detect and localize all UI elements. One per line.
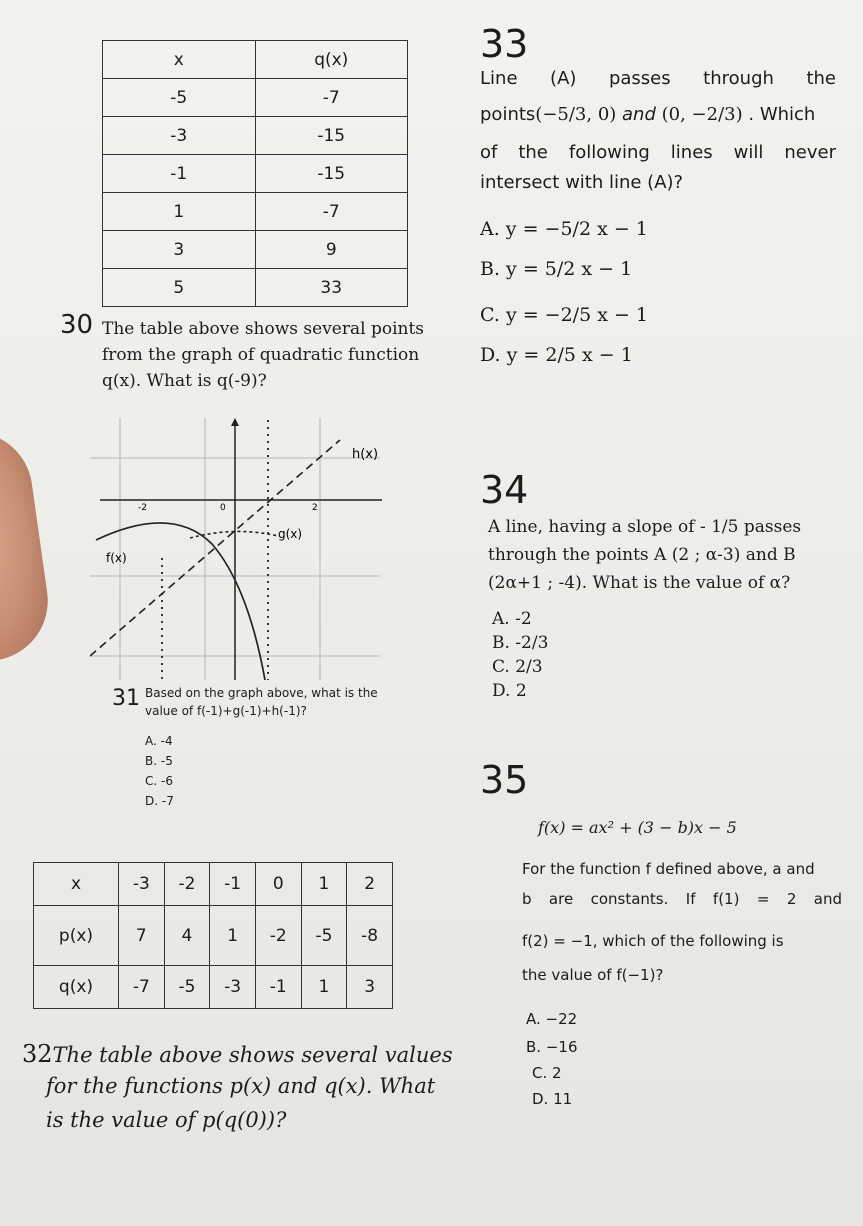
table-cell: -15: [255, 155, 408, 193]
q35-line3: f(2) = −1, which of the following is: [522, 932, 784, 950]
q35-choice-d[interactable]: D. 11: [532, 1090, 573, 1108]
table-cell: 1: [103, 193, 256, 231]
table-cell: q(x): [34, 966, 119, 1009]
q32-line3: is the value of p(q(0))?: [46, 1108, 287, 1132]
table-cell: -5: [103, 79, 256, 117]
table-cell: 1: [301, 863, 347, 906]
table-row: [103, 231, 408, 269]
table-cell: -5: [301, 906, 347, 966]
table-cell: 5: [103, 269, 256, 307]
table-cell: 2: [347, 863, 393, 906]
table-cell: 4: [164, 906, 210, 966]
table-cell: 7: [118, 906, 164, 966]
table-cell: 9: [255, 231, 408, 269]
q33-point2: (0, −2/3): [661, 104, 743, 125]
table-cell: 3: [103, 231, 256, 269]
tick-label: 2: [312, 503, 318, 513]
q34-line3: (2α+1 ; -4). What is the value of α?: [488, 573, 791, 593]
table-cell: -7: [255, 79, 408, 117]
q34-line2: through the points A (2 ; α-3) and B: [488, 545, 796, 565]
q33-line2: [480, 102, 815, 128]
table-row: [103, 269, 408, 307]
table-cell: 33: [255, 269, 408, 307]
q35-function: f(x) = ax² + (3 − b)x − 5: [538, 818, 737, 837]
table-cell: 1: [301, 966, 347, 1009]
q33-line4: intersect with line (A)?: [480, 172, 684, 193]
q35-choice-b[interactable]: B. −16: [526, 1038, 578, 1056]
tick-label: 0: [220, 503, 226, 513]
q33-choice-a[interactable]: A. y = −5/2 x − 1: [480, 218, 648, 240]
f-label: f(x): [106, 551, 127, 565]
q31-choice-d[interactable]: D. -7: [145, 794, 174, 808]
q31-line1: Based on the graph above, what is the: [145, 686, 378, 700]
q35-line1: For the function f defined above, a and: [522, 860, 815, 878]
table-cell: -7: [118, 966, 164, 1009]
table-cell: -1: [210, 863, 256, 906]
q33-point1: (−5/3, 0): [535, 104, 617, 125]
table-cell: p(x): [34, 906, 119, 966]
table-cell: -1: [103, 155, 256, 193]
q33-number: 33: [480, 22, 529, 66]
y-axis-arrow-icon: [231, 418, 239, 426]
q32-line1: The table above shows several values: [52, 1043, 453, 1067]
table-row: [103, 193, 408, 231]
q33-points-word: points: [480, 104, 536, 125]
q33-line3: of the following lines will never: [480, 142, 836, 163]
g-label: g(x): [278, 527, 303, 541]
table-cell: -8: [347, 906, 393, 966]
q35-choice-c[interactable]: C. 2: [532, 1064, 562, 1082]
q30-header-x: x: [103, 41, 256, 79]
table-row: [103, 79, 408, 117]
table-cell: -2: [164, 863, 210, 906]
table-cell: -3: [103, 117, 256, 155]
q32-line2: for the functions p(x) and q(x). What: [46, 1074, 436, 1098]
q34-choice-d[interactable]: D. 2: [492, 681, 527, 701]
table-cell: -3: [118, 863, 164, 906]
q33-choice-b[interactable]: B. y = 5/2 x − 1: [480, 258, 633, 280]
table-row: [103, 117, 408, 155]
q30-line1: The table above shows several points: [102, 319, 425, 339]
q33-and: and: [622, 104, 656, 125]
q31-choice-c[interactable]: C. -6: [145, 774, 173, 788]
table-cell: -15: [255, 117, 408, 155]
q34-choice-c[interactable]: C. 2/3: [492, 657, 543, 677]
table-cell: -2: [255, 906, 301, 966]
q35-number: 35: [480, 758, 529, 802]
q33-which: . Which: [748, 104, 816, 125]
q30-line3: q(x). What is q(-9)?: [102, 371, 267, 391]
q30-number: 30: [60, 310, 94, 340]
q32-number: 32: [22, 1040, 53, 1068]
table-cell: x: [34, 863, 119, 906]
q34-choice-a[interactable]: A. -2: [492, 609, 532, 629]
q33-line1: Line (A) passes through the: [480, 68, 836, 89]
table-row: [34, 906, 393, 966]
table-cell: -5: [164, 966, 210, 1009]
q32-table: [33, 862, 393, 1009]
tick-label: -2: [138, 503, 147, 513]
table-cell: -7: [255, 193, 408, 231]
q35-line2: b are constants. If f(1) = 2 and: [522, 890, 842, 908]
table-row: [103, 155, 408, 193]
q31-line2: value of f(-1)+g(-1)+h(-1)?: [145, 704, 307, 718]
q32-text: [22, 1040, 453, 1069]
table-cell: -3: [210, 966, 256, 1009]
q31-choice-b[interactable]: B. -5: [145, 754, 173, 768]
q30-table-header: [103, 41, 408, 79]
q33-choice-d[interactable]: D. y = 2/5 x − 1: [480, 344, 633, 366]
table-cell: 1: [210, 906, 256, 966]
q34-line1: A line, having a slope of - 1/5 passes: [488, 517, 802, 537]
table-row: [34, 966, 393, 1009]
q31-choice-a[interactable]: A. -4: [145, 734, 173, 748]
table-cell: 3: [347, 966, 393, 1009]
table-cell: 0: [255, 863, 301, 906]
q30-header-qx: q(x): [255, 41, 408, 79]
q31-number: 31: [112, 686, 140, 711]
q30-table: [102, 40, 408, 307]
q34-choice-b[interactable]: B. -2/3: [492, 633, 549, 653]
table-row: [34, 863, 393, 906]
table-cell: -1: [255, 966, 301, 1009]
q35-line4: the value of f(−1)?: [522, 966, 664, 984]
q31-graph: [90, 418, 400, 680]
q33-choice-c[interactable]: C. y = −2/5 x − 1: [480, 304, 649, 326]
q35-choice-a[interactable]: A. −22: [526, 1010, 578, 1028]
q30-line2: from the graph of quadratic function: [102, 345, 420, 365]
h-label: h(x): [352, 447, 379, 462]
q34-number: 34: [480, 468, 529, 512]
